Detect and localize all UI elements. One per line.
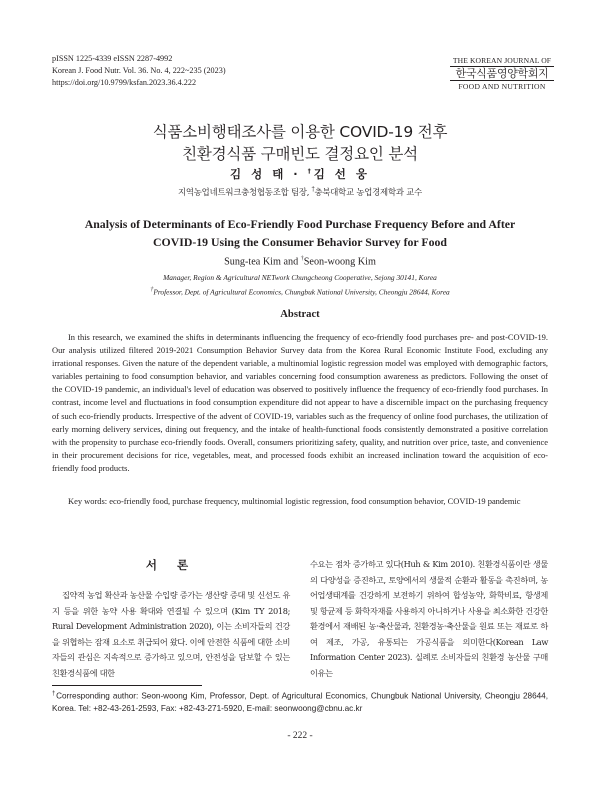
- title-korean: [0, 121, 600, 165]
- journal-name-en-top: THE KOREAN JOURNAL OF: [452, 56, 552, 65]
- authors-korean: [0, 166, 600, 182]
- citation-line: Korean J. Food Nutr. Vol. 36. No. 4, 222~235 (2023): [52, 66, 226, 75]
- affil-ko-mark: †: [311, 186, 315, 194]
- page-number: - 222 -: [287, 731, 313, 741]
- affil-ko-1: 지역농업네트워크충청협동조합 팀장,: [178, 187, 312, 197]
- issn-line: pISSN 1225-4339 eISSN 2287-4992: [52, 54, 173, 63]
- body-text-right-column: 수요는 점차 증가하고 있다(Huh & Kim 2010). 친환경식품이란 생물의 다양성을 증진하고, 토양에서의 생물적 순환과 활동을 촉진하며, 농어업생태계를 건강하게 보전하기 위하여 합성농약, 화학비료, 항생제 및 항균제 등 화학자재를 사용하지 아니하거나 사용을 최소화한 건강한 환경에서 재배된 농·축산물과, 친환경농·축산물을 원료 또는 재료로 하여 제조, 가공, 유통되는 가공식품을 의미한다(Korean Law Information Center 2023). 실례로 소비자들의 친환경 농산물 구매 이유는: [310, 559, 548, 678]
- affil-en-2-line: [0, 284, 600, 298]
- title-english-line-1: Analysis of Determinants of Eco-Friendly Food Purchase Frequency Before and After: [84, 217, 516, 231]
- affil-en-mark: †: [150, 287, 154, 293]
- journal-name-ko: 한국식품영양학회지: [455, 67, 549, 80]
- abstract-text: In this research, we examined the shifts in determinants influencing the frequency of eco-friendly food purchases pre- and post-COVID-19. Our analysis utilized filtered 2019-2021 Consumption Behavior Survey data from the Korea Rural Economic Institute Food, excluding any irrational responses. Given the nature of the dependent variable, a multinomial logistic regression model was employed with demographic factors, variables pertaining to food consumption behavior, and variables concerning food consumption awareness as predictors. Following the onset of the COVID-19 pandemic, an individual's level of education was observed to positively influence the frequency of eco-friendly food purchases. In contrast, income level and fluctuations in food consumption expenditure did not appear to have a discernible impact on the purchasing frequency of such eco-friendly products. Irrespective of the advent of COVID-19, variables such as the frequency of online food purchases, the utilization of early morning delivery services, dining out frequency, and the intake of health-functional foods consistently demonstrated a positive correlation with the propensity to purchase eco-friendly foods. Overall, consumers prioritizing safety, quality, and nutrition over price, taste, and convenience in their procurement decisions for rice, vegetables, meat, and processed foods exhibit an increased inclination toward the acquisition of eco-friendly food products.: [52, 332, 548, 473]
- body-text-left-column: 집약적 농업 확산과 농산물 수입량 증가는 생산량 증대 및 신선도 유지 등을 위한 농약 사용 확대와 연결될 수 있으며 (Kim TY 2018; Rural Development Administration 2020), 이는 소비자들의 건강을 위협하는 잠재 요소로 취급되어 왔다. 이에 안전한 식품에 대한 소비자들의 관심은 지속적으로 증가하고 있으며, 안전성을 담보할 수 있는 친환경식품에 대한: [52, 590, 290, 678]
- keywords-list: eco-friendly food, purchase frequency, multinomial logistic regression, food consumption behavior, COVID-19 pandemic: [109, 496, 521, 506]
- journal-logo: [450, 53, 554, 93]
- title-english: [60, 215, 540, 251]
- affil-en-2: Professor, Dept. of Agricultural Economics, Chungbuk National University, Cheongju 28644, Korea: [153, 287, 450, 297]
- author-en-2: Seon-woong Kim: [303, 256, 376, 268]
- author-en-mark: †: [300, 256, 304, 262]
- article-metadata: [52, 53, 226, 89]
- corresponding-mark: †: [307, 168, 314, 176]
- doi-link[interactable]: https://doi.org/10.9799/ksfan.2023.36.4.222: [52, 78, 197, 87]
- footnote-mark: †: [52, 691, 57, 697]
- title-english-line-2: COVID-19 Using the Consumer Behavior Survey for Food: [153, 235, 447, 249]
- corresponding-author-footnote: [52, 688, 548, 716]
- abstract-heading: Abstract: [280, 309, 320, 320]
- title-korean-line-1: 식품소비행태조사를 이용한 COVID-19 전후: [152, 123, 448, 141]
- authors-english: [0, 256, 600, 267]
- affiliation-english: [0, 272, 600, 298]
- footnote-divider: [52, 685, 202, 686]
- author-ko-1: 김 성 태 ·: [229, 167, 308, 181]
- keywords-label: Key words:: [68, 496, 110, 506]
- footnote-text: Corresponding author: Seon-woong Kim, Professor, Dept. of Agricultural Economics, Chungbuk National University, Cheongju 28644, Korea. Tel: +82-43-261-2593, Fax: +82-43-271-5920, E-mail: seonwoong@cbnu.ac.kr: [52, 691, 549, 714]
- affiliation-korean: [0, 186, 600, 198]
- keywords: [68, 495, 548, 508]
- affil-ko-2: 충북대학교 농업경제학과 교수: [314, 187, 422, 197]
- author-ko-2: 김 선 웅: [313, 167, 371, 181]
- title-korean-line-2: 친환경식품 구매빈도 결정요인 분석: [182, 145, 418, 163]
- journal-name-en-bottom: FOOD AND NUTRITION: [458, 82, 546, 91]
- affil-en-1: Manager, Region & Agricultural NETwork Chungcheong Cooperative, Sejong 30141, Korea: [163, 273, 437, 282]
- section-heading-introduction: 서 론: [145, 558, 197, 572]
- author-en-1: Sung-tea Kim and: [224, 256, 301, 268]
